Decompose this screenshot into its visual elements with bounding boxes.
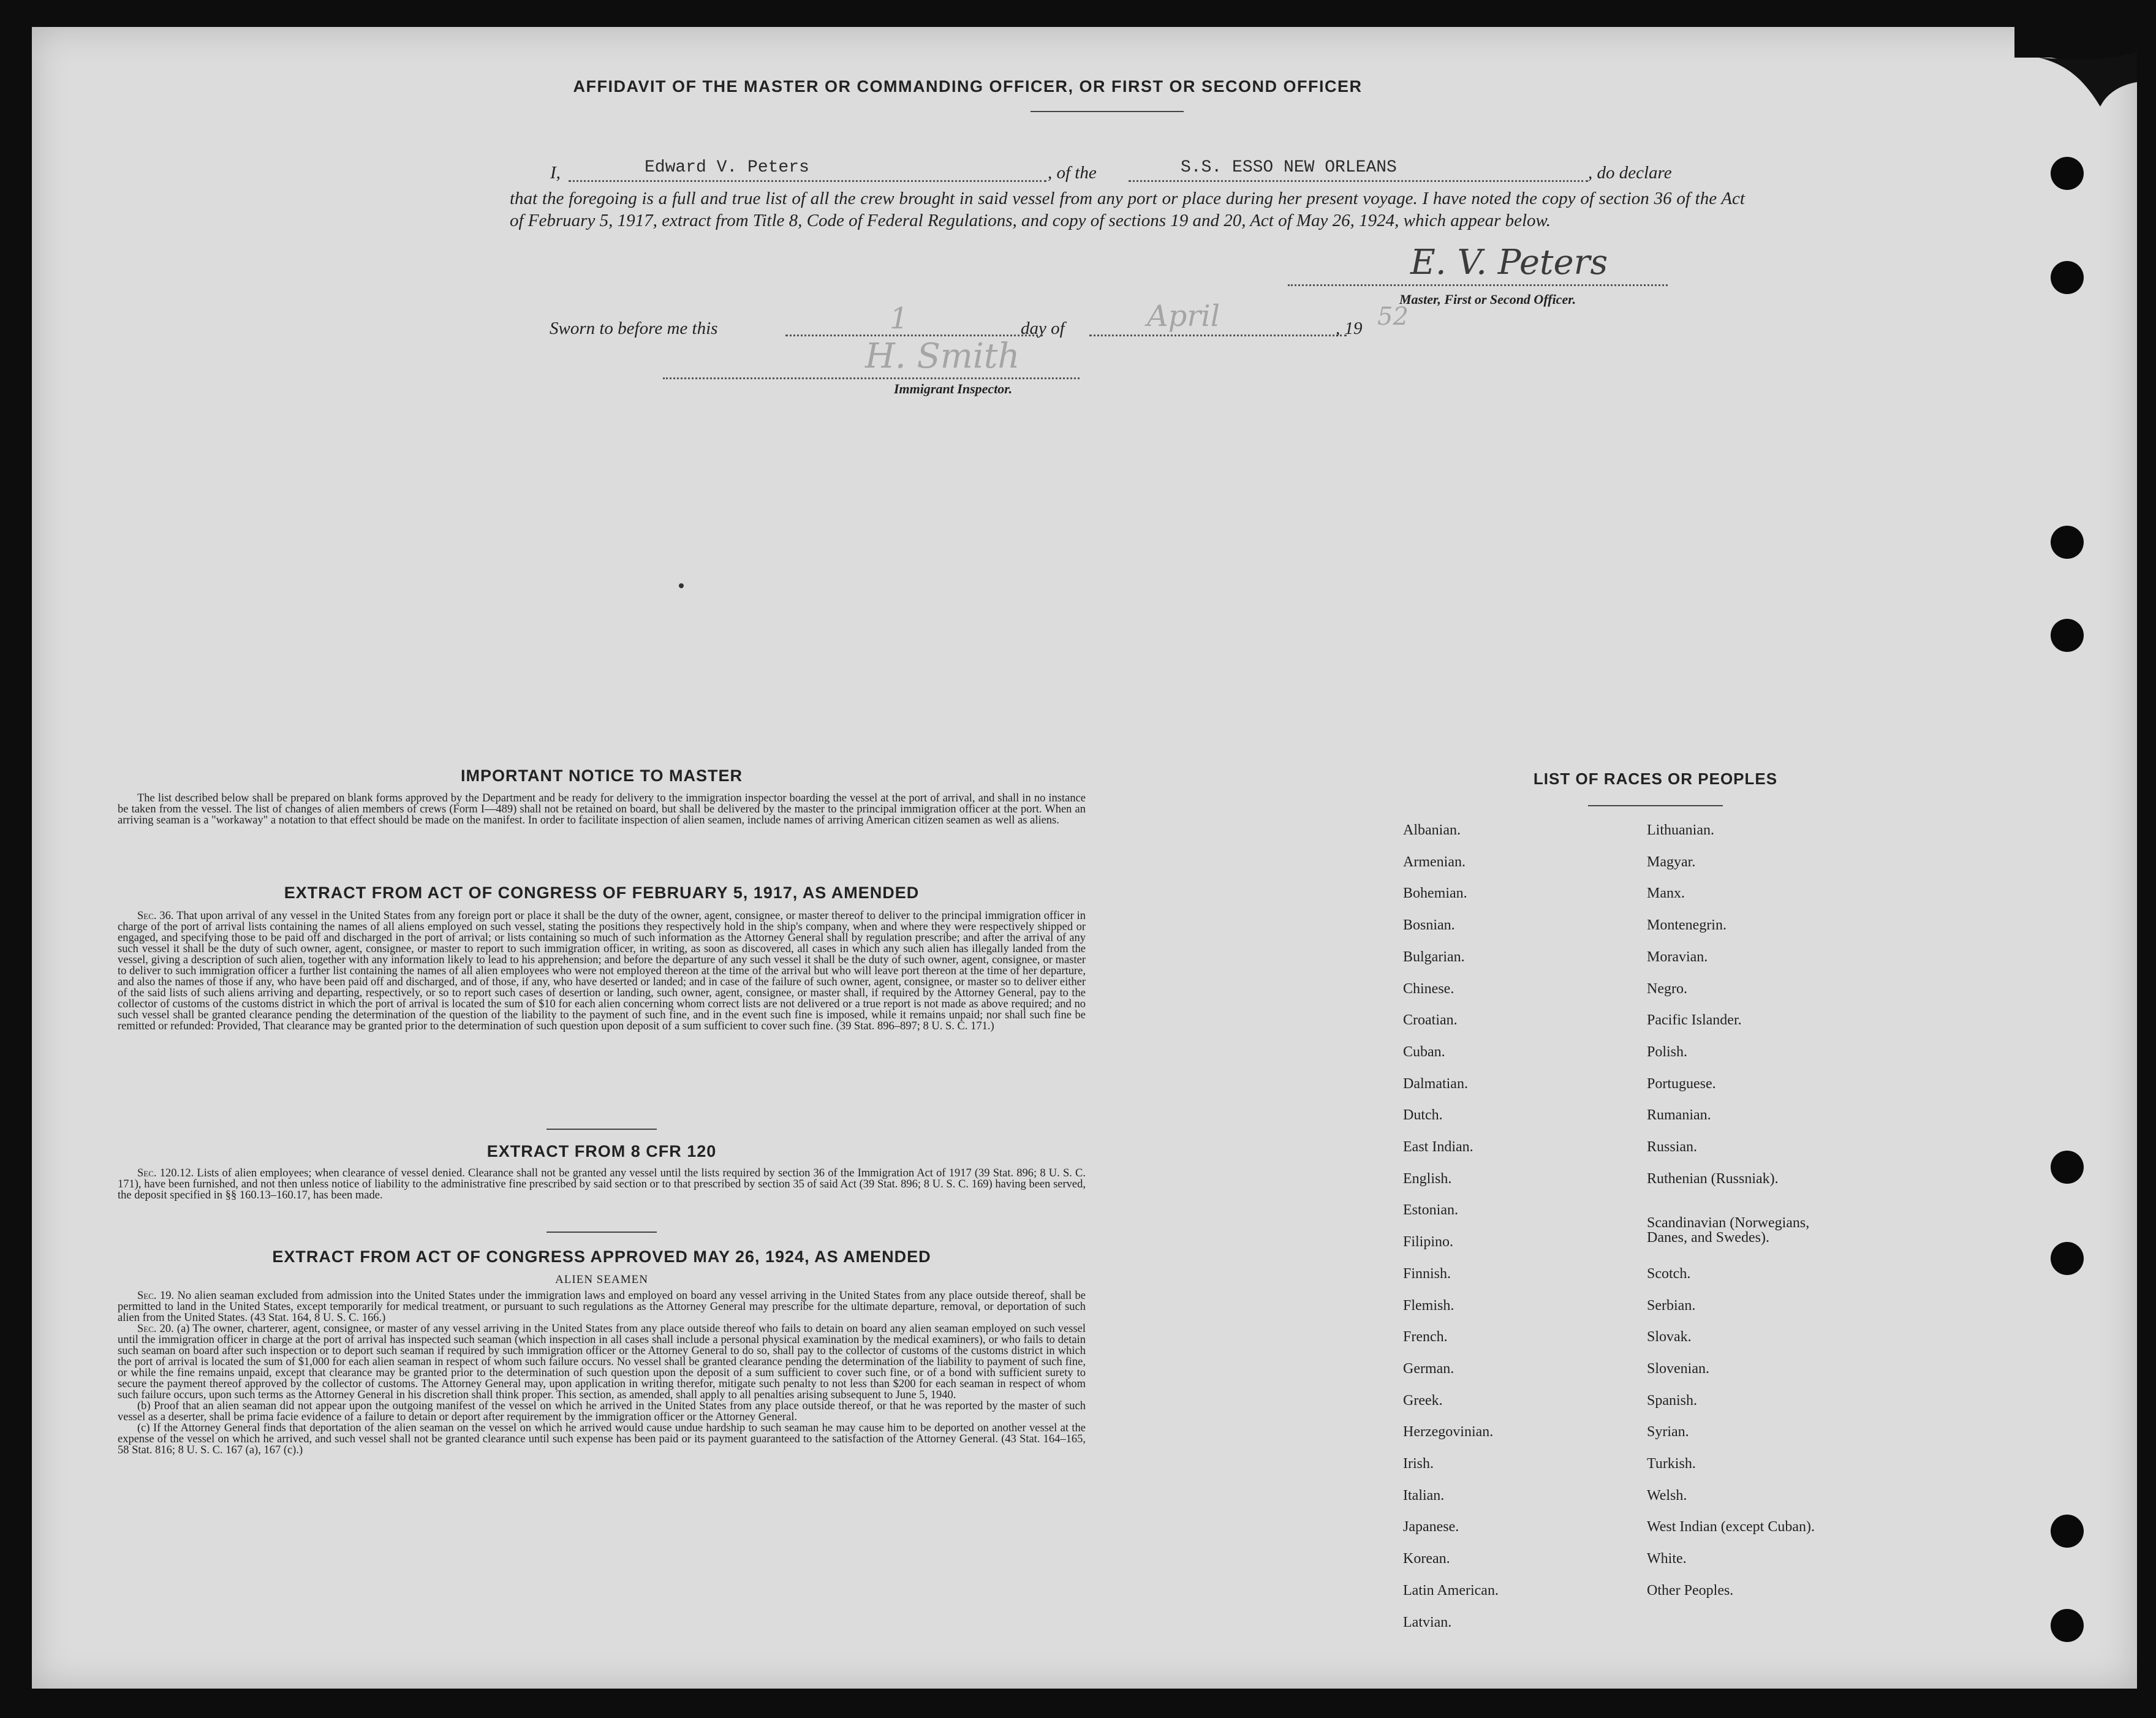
race-item: Bulgarian. (1403, 948, 1465, 965)
races-title: LIST OF RACES OR PEOPLES (1533, 770, 1778, 788)
race-item: Latin American. (1403, 1582, 1499, 1599)
race-item: Italian. (1403, 1487, 1445, 1504)
race-item: Turkish. (1647, 1456, 1696, 1472)
sec20a-text: (a) The owner, charterer, agent, consignee, or master of any vessel arriving in the United States from any place outside thereof who fails to detain on board any alien seaman employed on such vessel until the immigration officer in charge at the port of arrival has inspected such seaman (which inspection in all cases shall include a personal physical examination by the medical examiners), or who fails to detain such seaman on board after such inspection or to deport such seaman if required by such immigration officer or the Attorney General to do so, shall pay to the collector of customs of the customs district in which the port of arrival is located the sum of $1,000 for each alien seaman in respect of whom such failure occurs. No vessel shall be granted clearance pending the determination of the liability to payment of such fine, or while the fine remains unpaid, except that clearance may be granted prior to the determination of such question upon the deposit of a sum sufficient to cover such fine, or of a bond with sufficient surety to secure the payment thereof approved by the collector of customs. The Attorney General may, upon application in writing therefor, mitigate such penalty to not less than $200 for each seaman in respect of whom such failure occurs, upon such terms as the Attorney General in his discretion shall think proper. This section, as amended, shall apply to all penalties arising subsequent to June 5, 1940. (118, 1323, 1086, 1401)
inspector-caption: Immigrant Inspector. (894, 381, 1013, 396)
race-item: Filipino. (1403, 1234, 1454, 1251)
affidavit-i: I, (550, 163, 561, 183)
speck (679, 583, 684, 588)
extract-cfr-title: EXTRACT FROM 8 CFR 120 (486, 1142, 717, 1160)
race-item: Scotch. (1647, 1265, 1691, 1282)
document-page (32, 27, 2137, 1689)
race-item: Chinese. (1403, 980, 1454, 997)
name-line (569, 180, 1046, 182)
sec36-text: That upon arrival of any vessel in the United States from any foreign port or place it shall be the duty of the owner, agent, consignee, or master thereof to deliver to the principal immigration officer in charge of the port of arrival lists containing the names of all aliens employed on such vessel, stating the positions they respectively hold in the ship's company, when and where they were respectively shipped or engaged, and specifying those to be paid off and discharged in the port of arrival; or lists containing so much of such information as the Attorney General shall by regulation prescribe; and after the arrival of any such vessel it shall be the duty of such owner, agent, consignee, or master to report to such immigration officer, in writing, as soon as discovered, all cases in which any such alien has illegally landed from the vessel, giving a description of such alien, together with any information likely to lead to his apprehension; and before the departure of any such vessel it shall be the duty of such owner, agent, consignee, or master to deliver to such immigration officer a further list containing the names of all alien employees who were not employed thereon at the time of the arrival but who will leave port thereon at the time of her departure, and also the names of those if any, who have been paid off and discharged, and of those, if any, who have deserted or landed; and in case of the failure of such owner, agent, consignee, or master so to deliver either of the said lists of such aliens arriving and departing, respectively, or so to report such cases of desertion or landing, such owner, agent, consignee, or master shall, if required by the Attorney General, pay to the collector of customs of the customs district in which the port of arrival is located the sum of $10 for each alien concerning whom correct lists are not delivered or a true report is not made as above required; and no such vessel shall be granted clearance pending the determination of the question of the liability to the payment of such fine, and in the event such fine is imposed, while it remains unpaid; nor shall such fine be remitted or refunded: Provided, That clearance may be granted prior to the determination of such question upon deposit of a sum sufficient to cover such fine. (39 Stat. 896–897; 8 U. S. C. 171.) (118, 910, 1086, 1032)
notice-paragraph (118, 793, 1086, 826)
race-item: Bosnian. (1403, 917, 1455, 934)
section-rule (547, 1232, 657, 1233)
race-item: White. (1647, 1551, 1687, 1567)
race-item: Armenian. (1403, 853, 1466, 870)
declaration-text: that the foregoing is a full and true list of all the crew brought in said vessel from any port or place during her present voyage. I have noted the copy of section 36 of the Act of February 5, 1917, extract from Title 8, Code of Federal Regulations, and copy of sections 19 and 20, Act of May 26, 1924, which appear below. (510, 189, 1745, 230)
punch-hole (2051, 261, 2084, 294)
race-item: Magyar. (1647, 853, 1696, 870)
race-item: Slovenian. (1647, 1360, 1709, 1377)
extract-1917-title: EXTRACT FROM ACT OF CONGRESS OF FEBRUARY 5, 1917, AS AMENDED (284, 884, 920, 902)
of-the-label: , of the (1048, 163, 1097, 183)
year-prefix: , 19 (1336, 319, 1363, 338)
sec20b-text: (b) Proof that an alien seaman did not appear upon the outgoing manifest of the vessel on which he arrived in the United States from any place outside thereof, or that he was reported by the master of such vessel as a deserter, shall be prima facie evidence of a failure to detain or deport after requirement by the immigration officer or the Attorney General. (118, 1400, 1086, 1423)
affidavit-title: AFFIDAVIT OF THE MASTER OR COMMANDING OFFICER, OR FIRST OR SECOND OFFICER (573, 77, 1363, 96)
extract-cfr-paragraph (118, 1168, 1086, 1201)
race-item: Spanish. (1647, 1392, 1698, 1409)
race-item: Welsh. (1647, 1487, 1687, 1504)
race-item: Herzegovinian. (1403, 1424, 1494, 1440)
sec36-label: Sec. 36. (137, 910, 174, 922)
race-item: Slovak. (1647, 1329, 1692, 1345)
race-item: Montenegrin. (1647, 917, 1727, 934)
sec12012-text: Lists of alien employees; when clearance of vessel denied. Clearance shall not be granted any vessel until the lists required by section 36 of the Immigration Act of 1917 (39 Stat. 896; 8 U. S. C. 171), have been furnished, and not then unless notice of liability to the administrative fine prescribed by said section or to that prescribed by section 35 of said Act (39 Stat. 896; 8 U. S. C. 169) having been served, the deposit specified in §§ 160.13–160.17, has been made. (118, 1167, 1086, 1201)
race-item: Latvian. (1403, 1614, 1452, 1630)
race-item: Flemish. (1403, 1297, 1454, 1314)
notice-text: The list described below shall be prepared on blank forms approved by the Department and be ready for delivery to the immigration inspector boarding the vessel at the port of arrival, and shall in no instance be taken from the vessel. The list of changes of alien members of crews (Form I—489) shall not be retained on board, but shall be delivered by the master to the principal immigration officer at the port. When an arriving seaman is a "workaway" a notation to that effect should be made on the manifest. In order to facilitate inspection of alien seamen, include names of arriving American citizen seamen as well as aliens. (118, 792, 1086, 827)
race-item: East Indian. (1403, 1139, 1473, 1155)
master-name: Edward V. Peters (645, 158, 809, 177)
race-item: French. (1403, 1329, 1448, 1345)
alien-seamen-subtitle: ALIEN SEAMEN (555, 1273, 648, 1286)
sec19-label: Sec. 19. (137, 1290, 175, 1302)
punch-hole (2051, 1609, 2084, 1642)
race-item: Polish. (1647, 1043, 1688, 1060)
race-item: Cuban. (1403, 1043, 1445, 1060)
race-item: English. (1403, 1170, 1452, 1187)
race-item: Greek. (1403, 1392, 1443, 1409)
race-item: Russian. (1647, 1139, 1698, 1155)
sworn-day: 1 (890, 301, 909, 336)
race-item: Pacific Islander. (1647, 1012, 1742, 1029)
punch-hole (2051, 157, 2084, 190)
extract-1917-paragraph (118, 910, 1086, 1032)
race-item: Finnish. (1403, 1265, 1451, 1282)
month-line (1089, 335, 1347, 336)
race-item: Manx. (1647, 885, 1685, 902)
do-declare-label: , do declare (1588, 163, 1672, 183)
race-item: Lithuanian. (1647, 822, 1714, 838)
punch-hole (2051, 1151, 2084, 1184)
sec19-text: No alien seaman excluded from admission into the United States under the immigration laws and employed on board any vessel arriving in the United States from any place outside thereof, shall be permitted to land in the United States, except temporarily for medical treatment, or pursuant to such regulations as the Attorney General may prescribe for the ultimate departure, removal, or deportation of such alien from the United States. (43 Stat. 164, 8 U. S. C. 166.) (118, 1290, 1086, 1324)
sec12012-label: Sec. 120.12. (137, 1167, 194, 1179)
sec20-label: Sec. 20. (137, 1323, 174, 1335)
race-item: Albanian. (1403, 822, 1461, 838)
races-rule (1588, 805, 1723, 806)
race-item: Estonian. (1403, 1202, 1458, 1219)
race-item: Moravian. (1647, 948, 1708, 965)
sworn-month: April (1147, 299, 1220, 333)
race-item: West Indian (except Cuban). (1647, 1519, 1815, 1535)
punch-hole (2051, 619, 2084, 652)
race-item: Bohemian. (1403, 885, 1467, 902)
torn-corner (2014, 27, 2137, 149)
race-item: Rumanian. (1647, 1107, 1711, 1124)
race-item: Other Peoples. (1647, 1582, 1734, 1599)
race-item: Dalmatian. (1403, 1075, 1468, 1092)
section-rule (547, 1129, 657, 1130)
race-item: Serbian. (1647, 1297, 1696, 1314)
race-item: Korean. (1403, 1551, 1450, 1567)
race-item: Dutch. (1403, 1107, 1443, 1124)
sworn-label: Sworn to before me this (550, 319, 718, 338)
race-item: Croatian. (1403, 1012, 1458, 1029)
vessel-name: S.S. ESSO NEW ORLEANS (1181, 158, 1397, 177)
year-suffix: 52 (1377, 303, 1409, 331)
race-item: Irish. (1403, 1456, 1434, 1472)
day-of-label: day of (1021, 319, 1065, 338)
race-item: Negro. (1647, 980, 1687, 997)
master-caption: Master, First or Second Officer. (1399, 292, 1576, 307)
extract-1924-title: EXTRACT FROM ACT OF CONGRESS APPROVED MAY 26, 1924, AS AMENDED (272, 1247, 931, 1266)
race-item: Japanese. (1403, 1519, 1459, 1535)
notice-title: IMPORTANT NOTICE TO MASTER (461, 766, 743, 785)
vessel-line (1129, 180, 1588, 182)
extract-1924-paragraph (118, 1290, 1086, 1456)
inspector-signature: H. Smith (865, 336, 1020, 376)
race-item: Scandinavian (Norwegians, Danes, and Swedes). (1647, 1215, 1810, 1246)
race-item: German. (1403, 1360, 1454, 1377)
sec20c-text: (c) If the Attorney General finds that deportation of the alien seaman on the vessel on which he arrived would cause undue hardship to such seaman he may cause him to be deported on another vessel at the expense of the vessel on which he arrived, and such vessel shall not be granted clearance until such expense has been paid or its payment guaranteed to the satisfaction of the Attorney General. (43 Stat. 164–165, 58 Stat. 816; 8 U. S. C. 167 (a), 167 (c).) (118, 1422, 1086, 1456)
punch-hole (2051, 1242, 2084, 1275)
inspector-line (663, 377, 1080, 379)
race-item: Portuguese. (1647, 1075, 1716, 1092)
race-item: Syrian. (1647, 1424, 1689, 1440)
punch-hole (2051, 1515, 2084, 1548)
signature-line (1288, 284, 1668, 286)
race-item: Ruthenian (Russniak). (1647, 1170, 1779, 1187)
master-signature: E. V. Peters (1410, 243, 1608, 282)
punch-hole (2051, 526, 2084, 559)
title-rule (1031, 111, 1184, 112)
